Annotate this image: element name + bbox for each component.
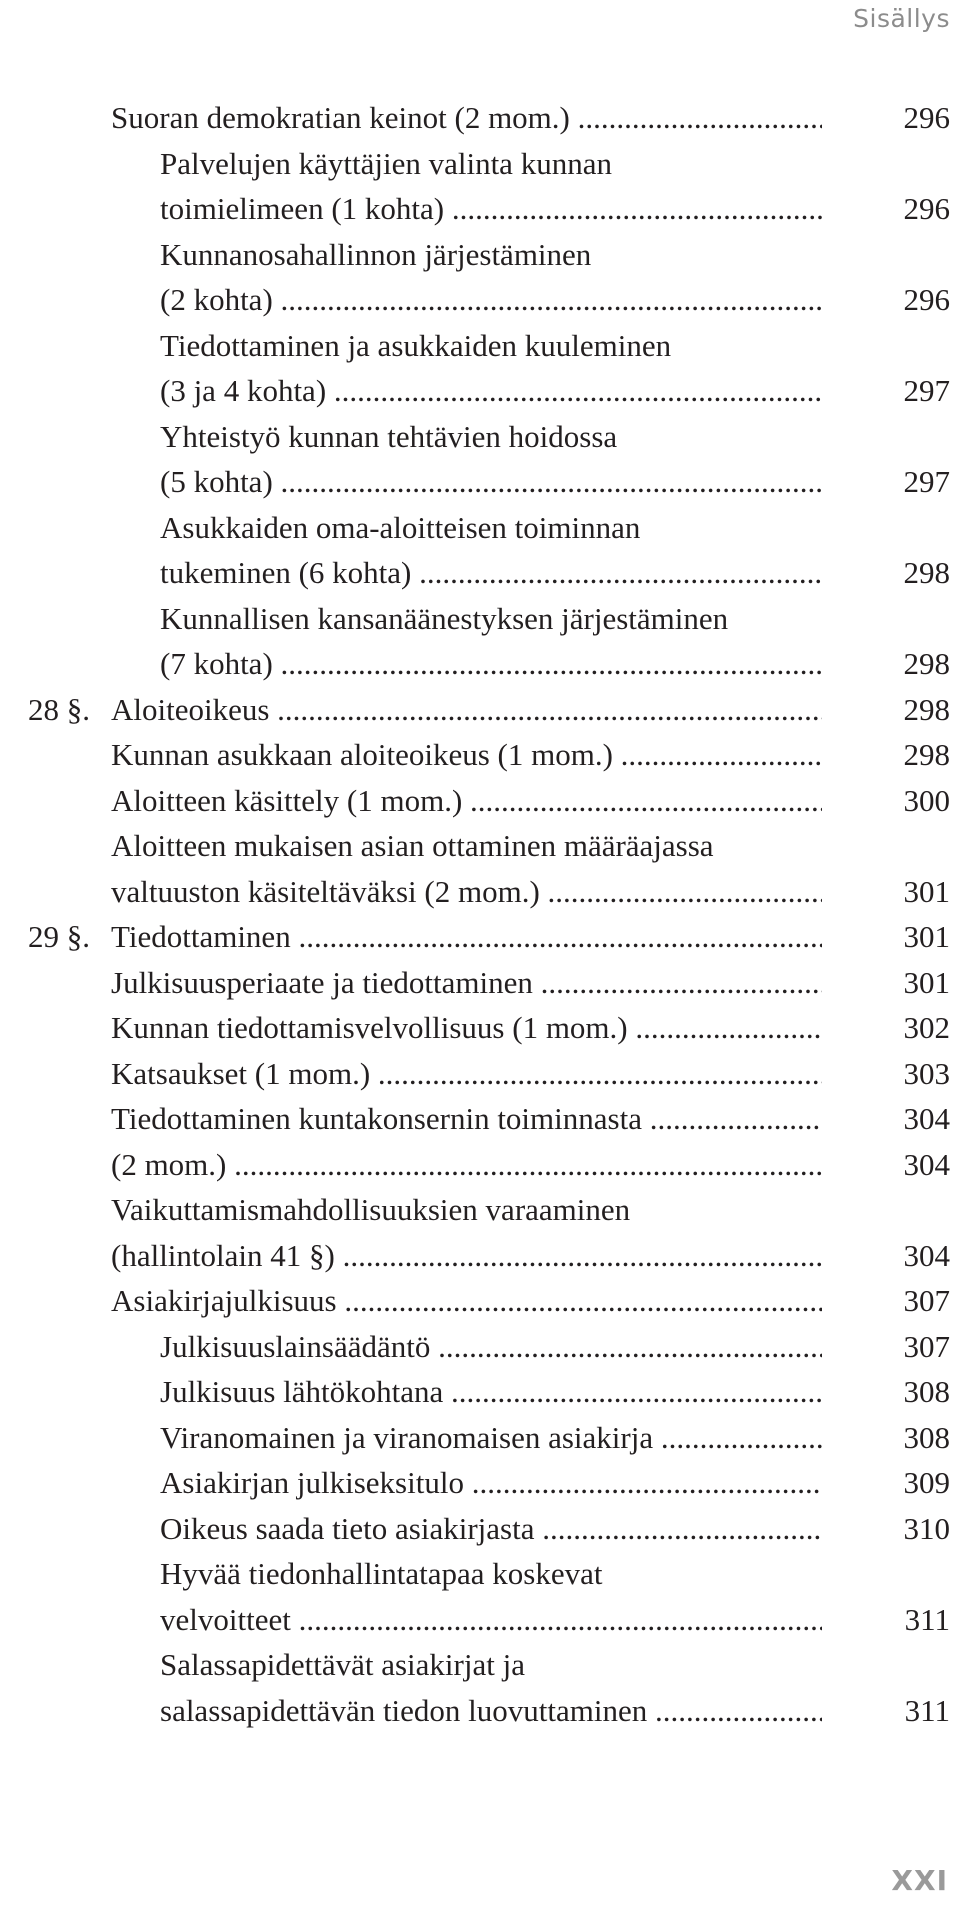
toc-page-number: 296 xyxy=(903,191,950,226)
toc-page-number: 301 xyxy=(903,964,950,1000)
toc-entry-title: Aloitteen mukaisen asian ottaminen määräajassa xyxy=(111,828,714,863)
toc-entry-title: Asukkaiden oma-aloitteisen toiminnan xyxy=(160,509,641,545)
toc-page-number: 296 xyxy=(903,100,950,135)
toc-entry xyxy=(0,141,960,187)
toc-entry xyxy=(0,1096,960,1142)
toc-entry xyxy=(0,414,960,460)
toc-page-number: 311 xyxy=(904,1692,950,1728)
toc-entry-title: Viranomainen ja viranomaisen asiakirja ..... xyxy=(160,1415,822,1461)
toc-page-number: 308 xyxy=(903,1374,950,1409)
toc-page-number: 310 xyxy=(903,1510,950,1546)
toc-entry-title: Asiakirjan julkiseksitulo ..... xyxy=(160,1460,822,1506)
toc-entry-title: Kunnallisen kansanäänestyksen järjestäminen xyxy=(160,600,729,636)
toc-entry xyxy=(0,1642,960,1688)
toc-page-number: 304 xyxy=(903,1237,950,1273)
page-number: XXI xyxy=(891,1864,948,1897)
toc-entry xyxy=(0,368,960,414)
toc-entry xyxy=(0,505,960,551)
toc-entry xyxy=(0,550,960,596)
toc-entry xyxy=(0,1278,960,1324)
toc-page-number: 309 xyxy=(903,1465,950,1500)
toc-entry-title: Kunnan asukkaan aloiteoikeus (1 mom.) ..... xyxy=(111,732,822,778)
toc-entry xyxy=(0,1688,960,1734)
toc-entry xyxy=(0,641,960,687)
toc-entry-title: velvoitteet ..... xyxy=(160,1597,822,1643)
toc-entry xyxy=(0,323,960,369)
toc-entry-title: (5 kohta) ..... xyxy=(160,459,822,505)
toc-page-number: 298 xyxy=(903,737,950,772)
toc-entry xyxy=(0,1415,960,1461)
toc-entry xyxy=(0,778,960,824)
toc-entry-title: Tiedottaminen ja asukkaiden kuuleminen xyxy=(160,327,672,363)
toc-entry xyxy=(0,1460,960,1506)
toc-entry-title: tukeminen (6 kohta) ..... xyxy=(160,550,822,596)
toc-page-number: 307 xyxy=(903,1283,950,1318)
toc-entry xyxy=(0,1005,960,1051)
toc-entry xyxy=(0,1142,960,1188)
toc-page-number: 301 xyxy=(903,873,950,909)
toc-entry xyxy=(0,869,960,915)
toc-page-number: 298 xyxy=(903,646,950,681)
toc-page-number: 298 xyxy=(903,691,950,727)
section-number: 28 §. xyxy=(28,691,90,727)
toc-entry-title: Kunnan tiedottamisvelvollisuus (1 mom.) ..... xyxy=(111,1005,822,1051)
toc-entry-title: Katsaukset (1 mom.) ..... xyxy=(111,1051,822,1097)
toc-entry-title: Tiedottaminen ..... xyxy=(111,914,822,960)
toc-entry-title: (2 kohta) ..... xyxy=(160,277,822,323)
toc-page-number: 301 xyxy=(903,919,950,954)
toc-page-number: 296 xyxy=(903,282,950,317)
toc-entry-title: Tiedottaminen kuntakonsernin toiminnasta ..... xyxy=(111,1096,822,1142)
toc-page-number: 308 xyxy=(903,1419,950,1455)
toc-entry xyxy=(0,1187,960,1233)
toc-entry-title: toimielimeen (1 kohta) ..... xyxy=(160,186,822,232)
toc-page-number: 311 xyxy=(904,1601,950,1637)
toc-entry-title: Oikeus saada tieto asiakirjasta ..... xyxy=(160,1506,822,1552)
toc-entry-title: Hyvää tiedonhallintatapaa koskevat xyxy=(160,1556,603,1591)
toc-entry-title: (7 kohta) ..... xyxy=(160,641,822,687)
toc-page-number: 304 xyxy=(903,1101,950,1136)
toc-entry xyxy=(0,1369,960,1415)
toc-entry xyxy=(0,1506,960,1552)
toc-entry-title: Julkisuus lähtökohtana ..... xyxy=(160,1369,822,1415)
toc-entry xyxy=(0,687,960,733)
toc-entry xyxy=(0,95,960,141)
toc-entry-title: Suoran demokratian keinot (2 mom.) ..... xyxy=(111,95,822,141)
toc-entry-title: Palvelujen käyttäjien valinta kunnan xyxy=(160,145,612,181)
toc-entry-title: (3 ja 4 kohta) ..... xyxy=(160,368,822,414)
table-of-contents xyxy=(0,95,960,1733)
toc-entry xyxy=(0,596,960,642)
toc-entry-title: Aloiteoikeus ..... xyxy=(111,687,822,733)
toc-entry-title: Vaikuttamismahdollisuuksien varaaminen xyxy=(111,1192,631,1227)
toc-page-number: 297 xyxy=(903,373,950,408)
toc-entry-title: valtuuston käsiteltäväksi (2 mom.) ..... xyxy=(111,869,822,915)
toc-entry-title: Julkisuuslainsäädäntö ..... xyxy=(160,1324,822,1370)
running-header: Sisällys xyxy=(853,4,950,33)
toc-page-number: 304 xyxy=(903,1146,950,1182)
toc-entry-title: Aloitteen käsittely (1 mom.) ..... xyxy=(111,778,822,824)
toc-entry xyxy=(0,459,960,505)
toc-entry-title: (2 mom.) ..... xyxy=(111,1142,822,1188)
section-number: 29 §. xyxy=(28,919,90,954)
toc-entry-title: salassapidettävän tiedon luovuttaminen ..... xyxy=(160,1688,822,1734)
toc-entry-title: Salassapidettävät asiakirjat ja xyxy=(160,1647,525,1682)
toc-entry xyxy=(0,823,960,869)
toc-entry xyxy=(0,732,960,778)
toc-page-number: 302 xyxy=(903,1010,950,1045)
toc-entry-title: Asiakirjajulkisuus ..... xyxy=(111,1278,822,1324)
toc-entry-title: Yhteistyö kunnan tehtävien hoidossa xyxy=(160,418,618,454)
toc-entry xyxy=(0,1597,960,1643)
toc-entry-title: (hallintolain 41 §) ..... xyxy=(111,1233,822,1279)
toc-entry xyxy=(0,277,960,323)
toc-entry xyxy=(0,1051,960,1097)
toc-entry xyxy=(0,186,960,232)
toc-page-number: 297 xyxy=(903,464,950,499)
toc-entry-title: Julkisuusperiaate ja tiedottaminen ..... xyxy=(111,960,822,1006)
toc-entry xyxy=(0,1233,960,1279)
toc-entry xyxy=(0,1551,960,1597)
toc-entry-title: Kunnanosahallinnon järjestäminen xyxy=(160,236,592,272)
toc-page-number: 298 xyxy=(903,555,950,590)
toc-entry xyxy=(0,1324,960,1370)
toc-entry xyxy=(0,232,960,278)
toc-page-number: 307 xyxy=(903,1328,950,1364)
toc-page-number: 300 xyxy=(903,782,950,818)
toc-page-number: 303 xyxy=(903,1055,950,1091)
toc-entry xyxy=(0,914,960,960)
toc-entry xyxy=(0,960,960,1006)
